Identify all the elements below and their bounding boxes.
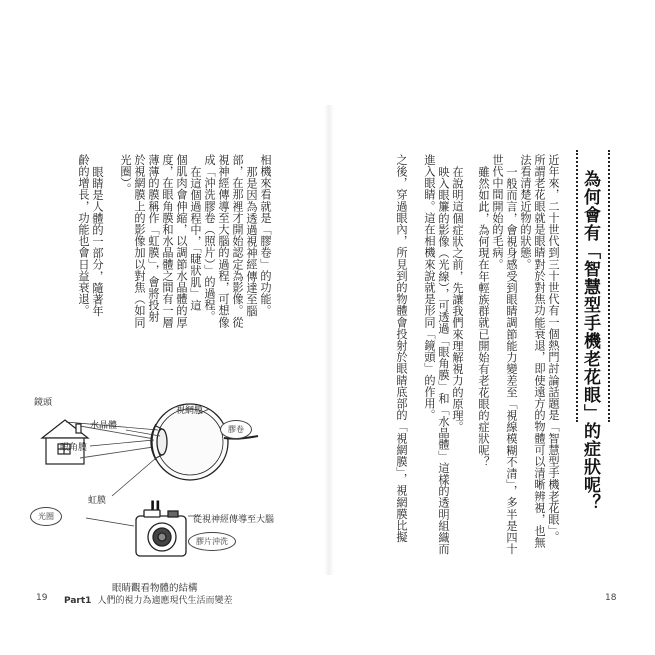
- right-column-5: 世代中間開始的毛病。: [491, 154, 504, 270]
- left-column-11: 光圈）。: [119, 154, 132, 195]
- left-column-5: 成「沖洗膠卷（照片）」的過程。: [203, 154, 216, 323]
- camera-illustration: [28, 400, 318, 470]
- label-cornea: 眼角膜: [60, 443, 88, 453]
- right-column-3: 法看清楚近物的狀態。: [519, 154, 532, 270]
- chapter-title: 為何會有「智慧型手機老花眼」的症狀呢？: [580, 170, 600, 512]
- diagram-caption: 眼睛觀看物體的結構: [112, 583, 198, 594]
- right-column-10: 之後，穿過眼內，所見到的物體會投射於眼睛底部的「視網膜」，視網膜比擬: [395, 154, 408, 543]
- left-page: [0, 0, 327, 655]
- left-column-3: 部，在那裡才開始認定為影像。從: [231, 154, 244, 328]
- right-column-6: 雖然如此，為何現在年輕族群就已開始有老花眼的症狀呢？: [477, 166, 490, 468]
- left-column-9: 薄薄的膜稱作「虹膜」，會將投射: [147, 154, 160, 323]
- left-column-2: 那是因為透過視神經傳達至腦: [245, 166, 258, 317]
- page-number-left: 19: [36, 593, 48, 603]
- equals-mark: II: [150, 499, 161, 510]
- camera-icon: [136, 510, 186, 556]
- running-head: [64, 593, 232, 606]
- right-column-2: 所謂老花眼就是眼睛對於對焦功能衰退，即使遠方的物體可以清晰辨視，也無: [533, 154, 546, 549]
- bubble-film: 膠卷: [220, 420, 252, 439]
- left-column-10: 於視網膜上的影像加以對焦（如同: [133, 154, 146, 328]
- bubble-developing: 膠片沖洗: [188, 532, 236, 551]
- label-optic-nerve: 從視神經傳導至大腦: [193, 515, 275, 525]
- left-column-7: 個肌肉會伸縮，以調節水晶體的厚: [175, 154, 188, 328]
- label-crystalline-lens: 水晶體: [90, 421, 118, 431]
- label-lens: 鏡頭: [34, 398, 53, 408]
- left-column-4: 視神經傳導至大腦的過程，可想像: [217, 154, 230, 328]
- left-column-8: 度，在眼角膜和水晶體之間有一層: [161, 154, 174, 328]
- left-column-1: 相機來看就是「膠卷」的功能。: [259, 154, 272, 317]
- running-head-part: Part1: [64, 596, 92, 606]
- label-retina: 視網膜: [176, 406, 204, 416]
- right-column-7: 在說明這個症狀之前，先讓我們來理解視力的原理。: [451, 166, 464, 433]
- right-column-1: 近年來，二十世代到三十世代有一個熱門討論話題是「智慧型手機老花眼」。: [547, 154, 560, 543]
- right-column-4: 一般而言，會視身感受到眼睛調節能力變差至「視線模糊不清」，多半是四十: [505, 166, 518, 555]
- right-column-9: 進入眼睛。這在相機來說就是形同「鏡頭」的作用。: [423, 154, 436, 421]
- bubble-aperture: 光圈: [30, 507, 62, 526]
- left-column-13: 齡的增長，功能也會日益衰退。: [77, 154, 90, 317]
- label-iris: 虹膜: [88, 496, 107, 506]
- running-head-text: 人們的視力為適應現代生活而變差: [97, 596, 233, 606]
- page-number-right: 18: [605, 593, 617, 603]
- right-page: [327, 0, 655, 655]
- left-column-6: 在這個過程中，「睫狀肌」這: [189, 166, 202, 312]
- right-column-8: 映入眼簾的影像（光線），可透過「眼角膜」和「水晶體」這樣的透明組織而: [437, 166, 450, 555]
- left-column-12: 眼睛是人體的一部分，隨著年: [91, 166, 104, 317]
